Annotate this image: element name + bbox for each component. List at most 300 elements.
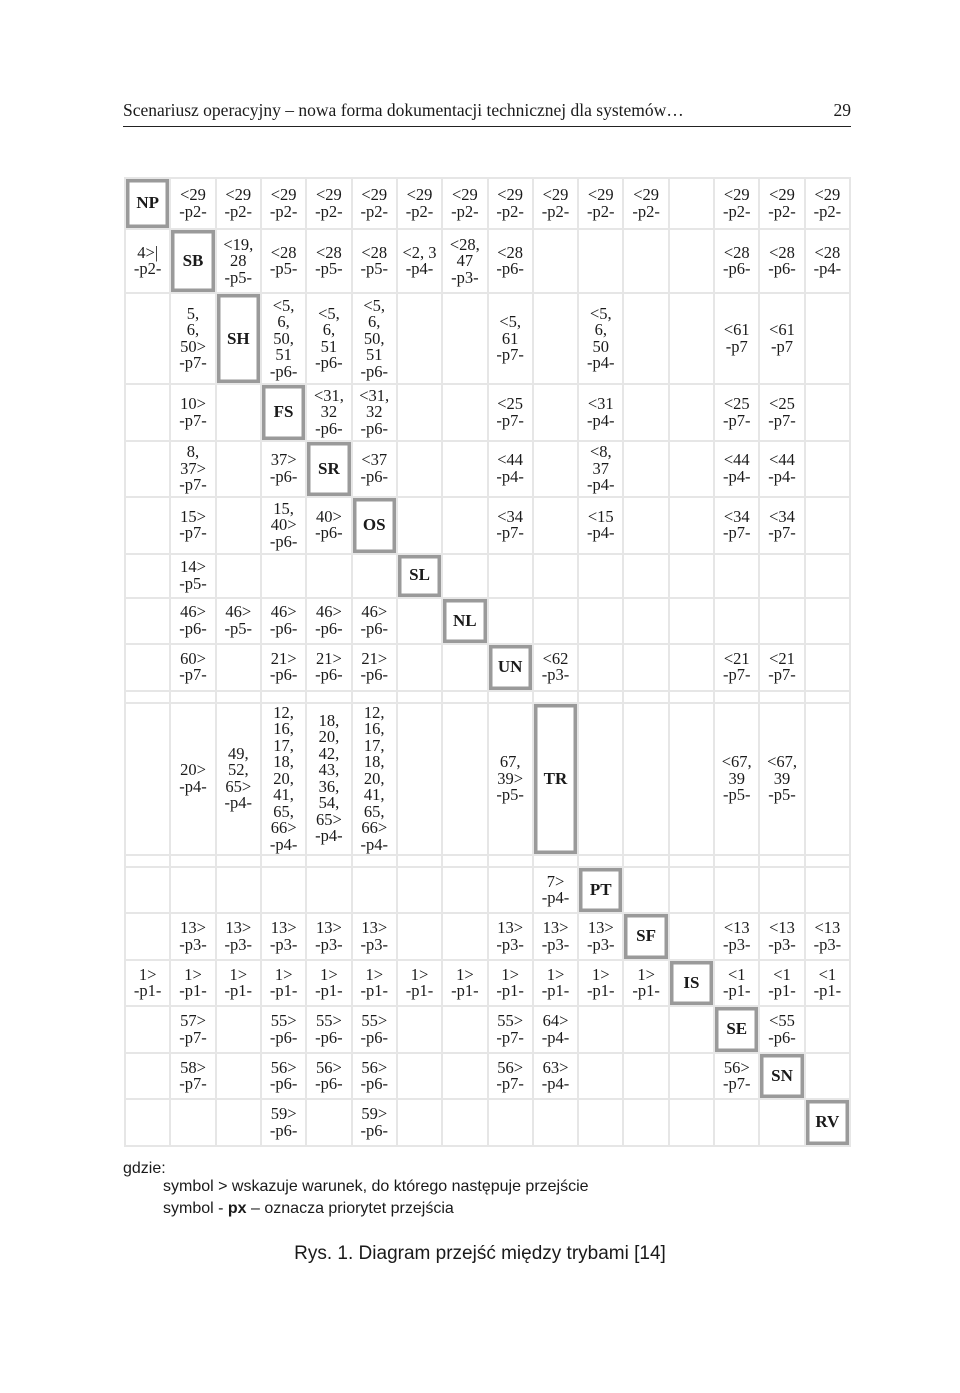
cell-line: <25 (497, 394, 524, 414)
cell-line: -p3- (496, 934, 524, 954)
matrix-cell (715, 1054, 758, 1099)
cell-line: -p2- (315, 201, 343, 221)
cell-line: <67, (767, 752, 797, 771)
cell-line: -p7- (179, 523, 207, 543)
matrix-cell (398, 498, 441, 552)
cell-line: 55> (497, 1011, 524, 1031)
cell-line: NL (453, 610, 477, 630)
cell-line: -p6- (722, 259, 751, 279)
cell-line: -p5- (768, 785, 796, 804)
matrix-cell (806, 914, 849, 959)
cell-line: <28 (316, 242, 342, 262)
matrix-cell (534, 692, 577, 702)
cell-line: 1> (637, 964, 655, 984)
matrix-cell (353, 692, 396, 702)
matrix-cell (579, 230, 622, 292)
cell-line: 1> (456, 964, 474, 984)
cell-line: 39 (773, 768, 791, 788)
matrix-cell (353, 914, 396, 959)
cell-line: -p4- (587, 523, 615, 543)
matrix-cell (126, 1054, 169, 1099)
matrix-cell (534, 961, 577, 1006)
cell-line: 13> (316, 918, 342, 938)
matrix-cell (579, 1054, 622, 1099)
matrix-cell (489, 1054, 532, 1099)
matrix-cell (353, 868, 396, 913)
cell-line: -p7- (496, 1074, 524, 1094)
cell-line: PT (589, 879, 612, 899)
cell-line: 66> (361, 818, 388, 837)
matrix-cell (171, 442, 214, 496)
matrix-cell (443, 692, 486, 702)
mode-sn (760, 1054, 803, 1099)
matrix-cell (670, 1100, 713, 1145)
cell-line: -p7- (722, 410, 751, 430)
cell-line: 55> (316, 1011, 342, 1031)
matrix-cell (806, 498, 849, 552)
matrix-cell (670, 442, 713, 496)
legend-line-priority (163, 1200, 454, 1218)
cell-line: <31, (359, 385, 390, 405)
matrix-cell (624, 230, 667, 292)
cell-line: 57> (180, 1011, 206, 1031)
matrix-cell (760, 961, 803, 1006)
cell-line: <2, 3 (402, 242, 437, 262)
cell-line: -p6- (360, 361, 388, 381)
matrix-cell (579, 1100, 622, 1145)
cell-line: -p4- (541, 1074, 570, 1094)
matrix-cell (171, 294, 214, 383)
matrix-cell (715, 961, 758, 1006)
cell-line: FS (273, 402, 294, 422)
cell-line: 15, (273, 498, 294, 518)
cell-line: -p2- (405, 201, 434, 221)
matrix-cell (171, 599, 214, 644)
cell-line: 10> (180, 394, 206, 414)
cell-line: -p7- (496, 410, 524, 430)
matrix-cell (760, 385, 803, 439)
matrix-cell (489, 868, 532, 913)
matrix-cell (624, 868, 667, 913)
cell-line: -p3- (813, 934, 842, 954)
matrix-cell (624, 692, 667, 702)
cell-line: <34 (497, 506, 524, 526)
matrix-cell (443, 645, 486, 690)
mode-tr (534, 704, 577, 855)
matrix-cell (126, 914, 169, 959)
matrix-cell (534, 179, 577, 228)
matrix-cell (217, 599, 260, 644)
matrix-cell (534, 599, 577, 644)
cell-line: <5, (363, 295, 386, 315)
matrix-cell (217, 692, 260, 702)
matrix-cell (579, 1007, 622, 1052)
matrix-cell (670, 498, 713, 552)
cell-line: 36, (318, 776, 340, 796)
matrix-cell (398, 961, 441, 1006)
matrix-cell (217, 230, 260, 292)
matrix-cell (624, 704, 667, 855)
cell-line: -p3- (269, 934, 298, 954)
cell-line: -p7- (179, 665, 207, 685)
matrix-cell (760, 704, 803, 855)
matrix-cell (262, 498, 305, 552)
matrix-cell (353, 645, 396, 690)
legend-priority-prefix: symbol - (163, 1200, 228, 1217)
mode-pt (579, 868, 622, 913)
matrix-cell (670, 179, 713, 228)
cell-line: 39> (497, 768, 524, 788)
cell-line: 1> (274, 964, 293, 984)
matrix-cell (624, 1054, 667, 1099)
matrix-cell (806, 385, 849, 439)
matrix-cell (715, 645, 758, 690)
cell-line: 17, (363, 735, 385, 755)
cell-line: <28, (449, 234, 480, 254)
cell-line: <61 (769, 320, 795, 340)
matrix-cell (806, 555, 849, 597)
matrix-cell (624, 555, 667, 597)
matrix-cell (398, 868, 441, 913)
cell-line: -p2- (768, 201, 796, 221)
cell-line: -p2- (179, 201, 207, 221)
cell-line: 20, (363, 768, 385, 788)
matrix-cell (126, 856, 169, 866)
cell-line: SB (182, 251, 204, 271)
matrix-cell (171, 692, 214, 702)
cell-line: -p2- (813, 201, 842, 221)
cell-line: <44 (723, 450, 750, 470)
matrix-cell (307, 555, 350, 597)
matrix-cell (262, 856, 305, 866)
cell-line: -p7- (768, 410, 796, 430)
cell-line: 51 (275, 345, 292, 365)
matrix-cell (489, 385, 532, 439)
cell-line: 1> (229, 964, 248, 984)
cell-line: 13> (225, 918, 252, 938)
cell-line: 18, (273, 752, 294, 771)
matrix-cell (217, 961, 260, 1006)
matrix-cell (262, 692, 305, 702)
matrix-cell (398, 1100, 441, 1145)
matrix-cell (126, 645, 169, 690)
figure-caption: Rys. 1. Diagram przejść między trybami [14] (294, 1243, 666, 1264)
cell-line: 63> (542, 1057, 569, 1077)
matrix-cell (760, 599, 803, 644)
matrix-cell (171, 1100, 214, 1145)
matrix-cell (489, 704, 532, 855)
cell-line: 21> (316, 648, 342, 668)
matrix-cell (353, 599, 396, 644)
matrix-cell (534, 385, 577, 439)
mode-sh (217, 294, 260, 383)
cell-line: -p4- (269, 834, 298, 854)
matrix-cell (579, 645, 622, 690)
matrix-cell (353, 385, 396, 439)
cell-line: -p6- (269, 1074, 298, 1094)
matrix-cell (670, 555, 713, 597)
matrix-cell (398, 385, 441, 439)
cell-line: <62 (542, 648, 569, 668)
matrix-cell (217, 704, 260, 855)
cell-line: -p2- (451, 201, 479, 221)
cell-line: 6, (368, 312, 381, 332)
cell-line: <44 (769, 450, 795, 470)
cell-line: -p3- (587, 934, 615, 954)
matrix-cell (443, 1054, 486, 1099)
cell-line: 7> (546, 871, 565, 891)
matrix-cell (489, 555, 532, 597)
matrix-cell (670, 692, 713, 702)
matrix-cell (443, 555, 486, 597)
cell-line: 13> (497, 918, 524, 938)
cell-line: -p2- (587, 201, 615, 221)
mode-transition-matrix (124, 177, 851, 1147)
cell-line: <5, (272, 295, 295, 315)
cell-line: <28 (769, 242, 795, 262)
cell-line: 56> (361, 1057, 388, 1077)
cell-line: -p7- (179, 1074, 207, 1094)
matrix-cell (624, 599, 667, 644)
mode-os (353, 498, 396, 552)
cell-line: -p6- (360, 1027, 388, 1047)
matrix-cell (217, 914, 260, 959)
matrix-cell (126, 230, 169, 292)
matrix-cell (670, 1007, 713, 1052)
cell-line: 1> (410, 964, 429, 984)
cell-line: -p3- (224, 934, 253, 954)
matrix-cell (217, 498, 260, 552)
cell-line: -p3- (768, 934, 796, 954)
matrix-cell (171, 1054, 214, 1099)
matrix-cell (760, 1007, 803, 1052)
matrix-cell (760, 692, 803, 702)
cell-line: -p4- (541, 1027, 570, 1047)
cell-line: <29 (180, 185, 206, 205)
cell-line: 1> (184, 964, 202, 984)
matrix-cell (353, 555, 396, 597)
cell-line: -p1- (541, 981, 570, 1001)
cell-line: -p6- (315, 523, 343, 543)
matrix-cell (579, 442, 622, 496)
cell-line: -p6- (269, 618, 298, 638)
cell-line: 1> (320, 964, 338, 984)
matrix-cell (806, 442, 849, 496)
legend-line-condition: symbol > wskazuje warunek, do którego następuje przejście (163, 1178, 589, 1195)
matrix-cell (217, 645, 260, 690)
matrix-cell (806, 692, 849, 702)
cell-line: -p6- (315, 618, 343, 638)
matrix-cell (760, 914, 803, 959)
cell-line: <29 (633, 185, 659, 205)
cell-line: -p7 (725, 336, 748, 356)
matrix-cell (353, 1054, 396, 1099)
matrix-cell (579, 599, 622, 644)
cell-line: <67, (721, 752, 752, 771)
matrix-cell (262, 179, 305, 228)
cell-line: SR (318, 458, 340, 478)
matrix-cell (307, 230, 350, 292)
matrix-cell (806, 294, 849, 383)
cell-line: 59> (270, 1104, 297, 1124)
cell-line: OS (362, 515, 386, 535)
cell-line: IS (683, 972, 700, 992)
matrix-cell (307, 914, 350, 959)
legend-priority-suffix: – oznacza priorytet przejścia (246, 1200, 454, 1217)
cell-line: -p7- (768, 665, 796, 685)
matrix-cell (670, 868, 713, 913)
mode-fs (262, 385, 305, 439)
cell-line: 16, (273, 719, 294, 738)
matrix-cell (806, 599, 849, 644)
cell-line: -p6- (768, 259, 796, 279)
cell-line: -p4- (541, 888, 570, 908)
matrix-cell (579, 555, 622, 597)
cell-line: 67, (499, 752, 521, 771)
cell-line: 6, (594, 320, 607, 340)
cell-line: 1> (546, 964, 565, 984)
matrix-cell (715, 498, 758, 552)
matrix-cell (715, 555, 758, 597)
cell-line: -p6- (360, 618, 388, 638)
cell-line: 13> (361, 918, 388, 938)
cell-line: 65> (316, 809, 342, 829)
mode-rv (806, 1100, 849, 1145)
cell-line: 6, (322, 320, 336, 340)
cell-line: -p1- (360, 981, 388, 1001)
cell-line: <37 (361, 450, 388, 470)
cell-line: 56> (316, 1057, 342, 1077)
matrix-cell (262, 704, 305, 855)
running-header-title: Scenariusz operacyjny – nowa forma dokumentacji technicznej dla systemów… (123, 100, 684, 120)
matrix-cell (307, 692, 350, 702)
matrix-cell (534, 914, 577, 959)
cell-line: -p5- (315, 259, 343, 279)
cell-line: <28 (814, 242, 841, 262)
matrix-cell (353, 294, 396, 383)
cell-line: -p1- (133, 981, 162, 1001)
cell-line: -p5- (496, 785, 524, 804)
cell-line: 60> (180, 648, 206, 668)
cell-line: 8, (186, 442, 200, 462)
cell-line: -p7 (771, 336, 794, 356)
cell-line: SL (409, 565, 430, 585)
matrix-cell (262, 914, 305, 959)
matrix-cell (126, 599, 169, 644)
cell-line: <25 (769, 394, 795, 414)
matrix-cell (806, 704, 849, 855)
cell-line: 52, (227, 760, 249, 780)
cell-line: 18, (318, 710, 340, 730)
cell-line: <28 (270, 242, 297, 262)
matrix-cell (715, 599, 758, 644)
cell-line: -p5- (224, 618, 253, 638)
matrix-cell (489, 230, 532, 292)
matrix-cell (715, 1100, 758, 1145)
cell-line: -p7- (179, 353, 207, 373)
legend-intro: gdzie: (123, 1160, 166, 1177)
cell-line: 5, (186, 303, 200, 323)
matrix-cell (489, 179, 532, 228)
cell-line: <29 (497, 185, 524, 205)
matrix-cell (307, 704, 350, 855)
cell-line: <13 (723, 918, 750, 938)
cell-line: <29 (723, 185, 750, 205)
cell-line: -p6- (360, 1074, 388, 1094)
cell-line: 66> (270, 818, 297, 837)
header-rule (123, 126, 851, 127)
matrix-cell (126, 442, 169, 496)
cell-line: 21> (361, 648, 388, 668)
matrix-cell (217, 1100, 260, 1145)
matrix-cell (262, 1100, 305, 1145)
matrix-cell (398, 692, 441, 702)
cell-line: -p6- (269, 665, 298, 685)
cell-line: 43, (318, 760, 340, 780)
cell-line: 46> (361, 602, 388, 622)
matrix-cell (443, 704, 486, 855)
cell-line: SH (226, 328, 250, 348)
cell-line: 20, (273, 768, 294, 788)
cell-line: 13> (542, 918, 569, 938)
matrix-cell (760, 498, 803, 552)
matrix-cell (307, 1007, 350, 1052)
matrix-cell (806, 856, 849, 866)
matrix-cell (715, 868, 758, 913)
matrix-cell (806, 961, 849, 1006)
cell-line: -p6- (315, 1027, 343, 1047)
cell-line: -p2- (360, 201, 388, 221)
cell-line: 20> (180, 760, 206, 780)
matrix-cell (353, 442, 396, 496)
cell-line: -p2- (224, 201, 253, 221)
cell-line: 28 (230, 251, 247, 271)
cell-line: -p7- (496, 523, 524, 543)
cell-line: -p6- (360, 418, 388, 438)
matrix-cell (760, 230, 803, 292)
cell-line: -p4- (587, 353, 615, 373)
cell-line: <29 (587, 185, 614, 205)
cell-line: <29 (406, 185, 433, 205)
cell-line: 50, (363, 328, 385, 348)
matrix-cell (307, 868, 350, 913)
matrix-cell (760, 856, 803, 866)
matrix-cell (715, 704, 758, 855)
cell-line: 65, (363, 801, 385, 821)
matrix-cell (398, 704, 441, 855)
matrix-cell (262, 442, 305, 496)
cell-line: 16, (363, 719, 385, 738)
cell-line: 61 (501, 328, 519, 348)
cell-line: SE (726, 1019, 748, 1039)
matrix-cell (126, 385, 169, 439)
matrix-cell (262, 294, 305, 383)
matrix-cell (262, 599, 305, 644)
cell-line: TR (543, 768, 568, 788)
cell-line: 50, (273, 328, 294, 348)
cell-line: -p2- (496, 201, 524, 221)
cell-line: -p3- (541, 934, 570, 954)
cell-line: 12, (363, 702, 385, 722)
cell-line: 37 (592, 458, 610, 478)
matrix-cell (171, 498, 214, 552)
cell-line: <5, (589, 303, 612, 323)
cell-line: -p7- (179, 410, 207, 430)
matrix-cell (307, 856, 350, 866)
matrix-cell (353, 230, 396, 292)
cell-line: -p7- (722, 1074, 751, 1094)
matrix-cell (353, 1100, 396, 1145)
